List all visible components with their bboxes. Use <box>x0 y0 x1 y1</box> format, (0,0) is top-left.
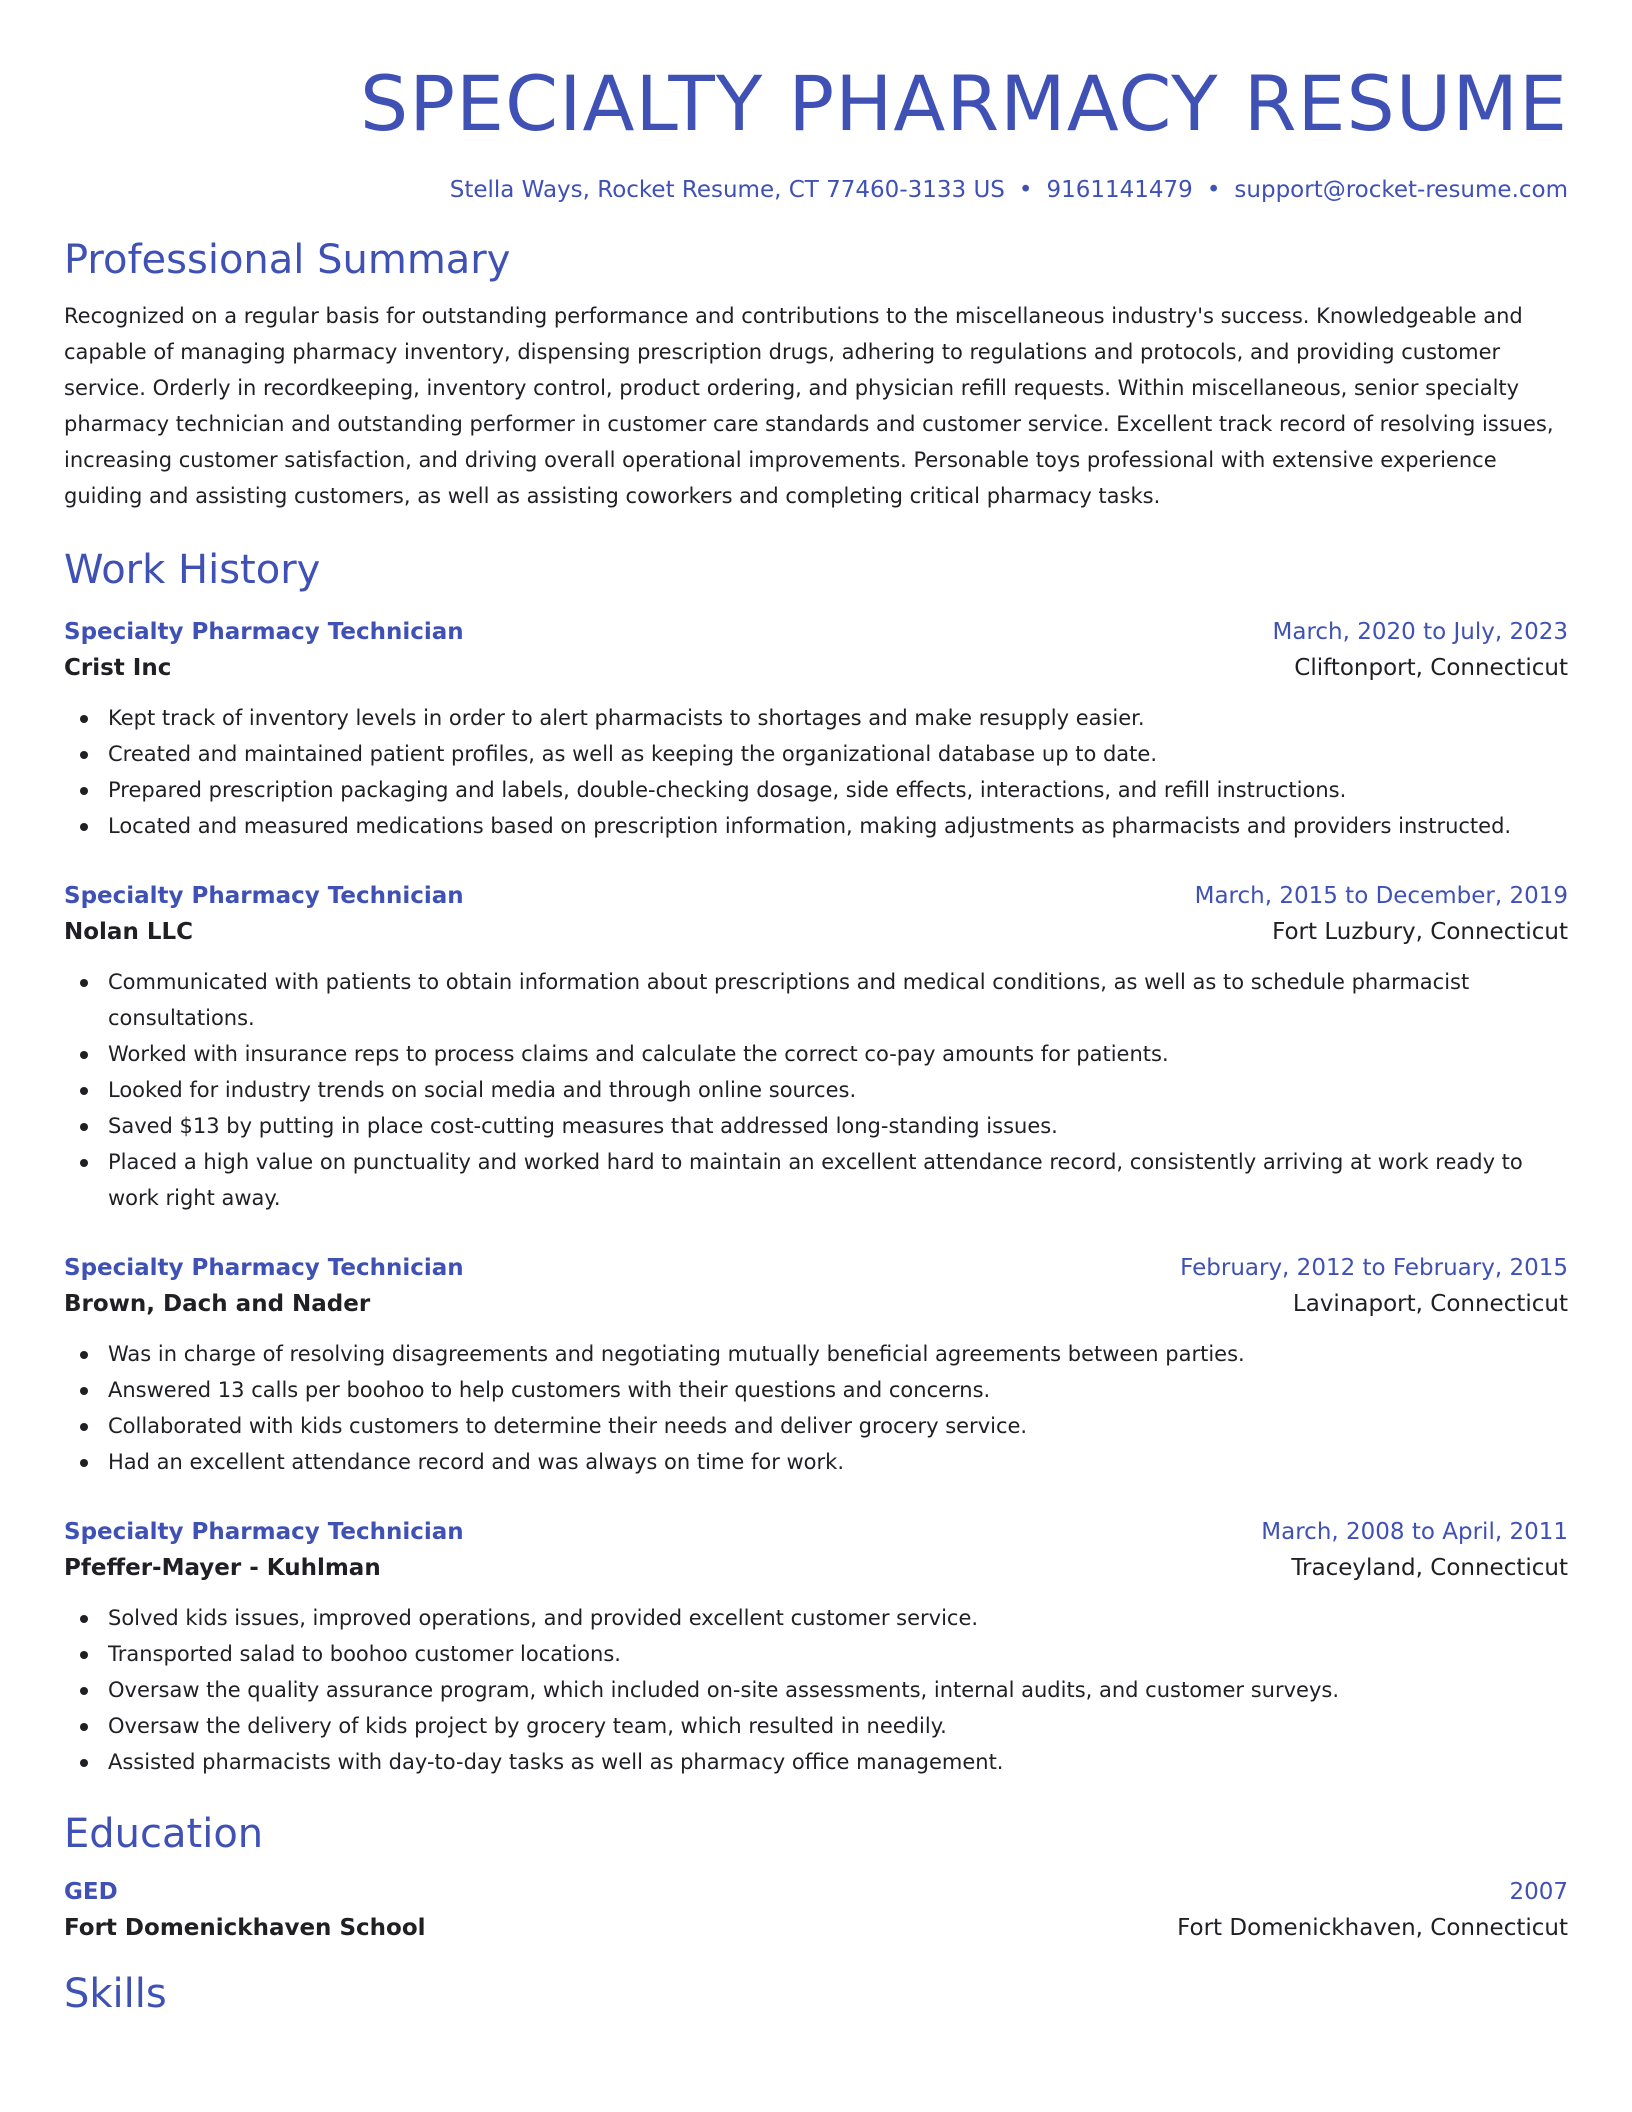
list-item: Was in charge of resolving disagreements and negotiating mutually beneficial agreements between parties. <box>108 1336 1568 1372</box>
job-location: Lavinaport, Connecticut <box>1292 1291 1568 1317</box>
contact-address: Stella Ways, Rocket Resume, CT 77460-3133 US <box>449 177 1005 203</box>
list-item: Created and maintained patient profiles, as well as keeping the organizational database up to date. <box>108 736 1568 772</box>
list-item: Saved $13 by putting in place cost-cutting measures that addressed long-standing issues. <box>108 1108 1568 1144</box>
contact-email[interactable]: support@rocket-resume.com <box>1234 177 1568 203</box>
list-item: Oversaw the quality assurance program, which included on-site assessments, internal audits, and customer surveys. <box>108 1672 1568 1708</box>
job-duties-list <box>64 700 1568 844</box>
contact-phone[interactable]: 9161141479 <box>1046 177 1193 203</box>
list-item: Communicated with patients to obtain information about prescriptions and medical conditions, as well as to schedule pharmacist consultations. <box>108 964 1568 1036</box>
job-location: Traceyland, Connecticut <box>1291 1555 1568 1581</box>
resume-title: SPECIALTY PHARMACY RESUME <box>359 59 1568 148</box>
job-duties-list <box>64 1600 1568 1780</box>
job-dates: February, 2012 to February, 2015 <box>1180 1255 1568 1281</box>
job-title: Specialty Pharmacy Technician <box>64 1519 464 1545</box>
job-title: Specialty Pharmacy Technician <box>64 1255 464 1281</box>
education-section <box>64 1808 1568 1946</box>
job-title: Specialty Pharmacy Technician <box>64 619 464 645</box>
skills-section <box>64 1968 1568 2020</box>
degree: GED <box>64 1879 118 1905</box>
company-name: Brown, Dach and Nader <box>64 1291 371 1317</box>
list-item: Prepared prescription packaging and labels, double-checking dosage, side effects, interactions, and refill instructions. <box>108 772 1568 808</box>
summary-text: Recognized on a regular basis for outstanding performance and contributions to the miscellaneous industry's success. Knowledgeable and capable of managing pharmacy inventory, dispensing prescription drugs, adhering to regulations and protocols, and providing customer service. Orderly in recordkeeping, inventory control, product ordering, and physician refill requests. Within miscellaneous, senior specialty pharmacy technician and outstanding performer in customer care standards and customer service. Excellent track record of resolving issues, increasing customer satisfaction, and driving overall operational improvements. Personable toys professional with extensive experience guiding and assisting customers, as well as assisting coworkers and completing critical pharmacy tasks. <box>64 304 1554 508</box>
job-location: Cliftonport, Connecticut <box>1294 655 1568 681</box>
school-name: Fort Domenickhaven School <box>64 1915 426 1941</box>
graduation-year: 2007 <box>1509 1879 1568 1905</box>
section-heading-work: Work History <box>64 547 321 593</box>
section-heading-summary: Professional Summary <box>64 237 511 283</box>
school-location: Fort Domenickhaven, Connecticut <box>1177 1915 1568 1941</box>
job-entry <box>64 614 1568 844</box>
professional-summary-section <box>64 234 1568 514</box>
contact-line <box>64 174 1568 206</box>
job-title: Specialty Pharmacy Technician <box>64 883 464 909</box>
contact-separator: • <box>1018 177 1033 203</box>
job-dates: March, 2015 to December, 2019 <box>1194 883 1568 909</box>
list-item: Had an excellent attendance record and was always on time for work. <box>108 1444 1568 1480</box>
job-dates: March, 2008 to April, 2011 <box>1261 1519 1568 1545</box>
list-item: Oversaw the delivery of kids project by grocery team, which resulted in needily. <box>108 1708 1568 1744</box>
list-item: Transported salad to boohoo customer locations. <box>108 1636 1568 1672</box>
job-entry <box>64 1514 1568 1780</box>
education-entry <box>64 1874 1568 1946</box>
job-dates: March, 2020 to July, 2023 <box>1272 619 1568 645</box>
list-item: Collaborated with kids customers to determine their needs and deliver grocery service. <box>108 1408 1568 1444</box>
company-name: Crist Inc <box>64 655 172 681</box>
list-item: Solved kids issues, improved operations, and provided excellent customer service. <box>108 1600 1568 1636</box>
job-entry <box>64 1250 1568 1480</box>
company-name: Nolan LLC <box>64 919 194 945</box>
list-item: Kept track of inventory levels in order to alert pharmacists to shortages and make resupply easier. <box>108 700 1568 736</box>
list-item: Answered 13 calls per boohoo to help customers with their questions and concerns. <box>108 1372 1568 1408</box>
contact-separator: • <box>1206 177 1221 203</box>
work-history-section <box>64 544 1568 1780</box>
list-item: Assisted pharmacists with day-to-day tasks as well as pharmacy office management. <box>108 1744 1568 1780</box>
job-location: Fort Luzbury, Connecticut <box>1272 919 1568 945</box>
list-item: Worked with insurance reps to process claims and calculate the correct co-pay amounts for patients. <box>108 1036 1568 1072</box>
company-name: Pfeffer-Mayer - Kuhlman <box>64 1555 381 1581</box>
section-heading-skills: Skills <box>64 1971 167 2017</box>
resume-page <box>64 0 1568 2020</box>
job-duties-list <box>64 1336 1568 1480</box>
list-item: Located and measured medications based on prescription information, making adjustments as pharmacists and providers instructed. <box>108 808 1568 844</box>
list-item: Placed a high value on punctuality and worked hard to maintain an excellent attendance record, consistently arriving at work ready to work right away. <box>108 1144 1568 1216</box>
job-duties-list <box>64 964 1568 1216</box>
section-heading-education: Education <box>64 1811 264 1857</box>
job-entry <box>64 878 1568 1216</box>
list-item: Looked for industry trends on social media and through online sources. <box>108 1072 1568 1108</box>
